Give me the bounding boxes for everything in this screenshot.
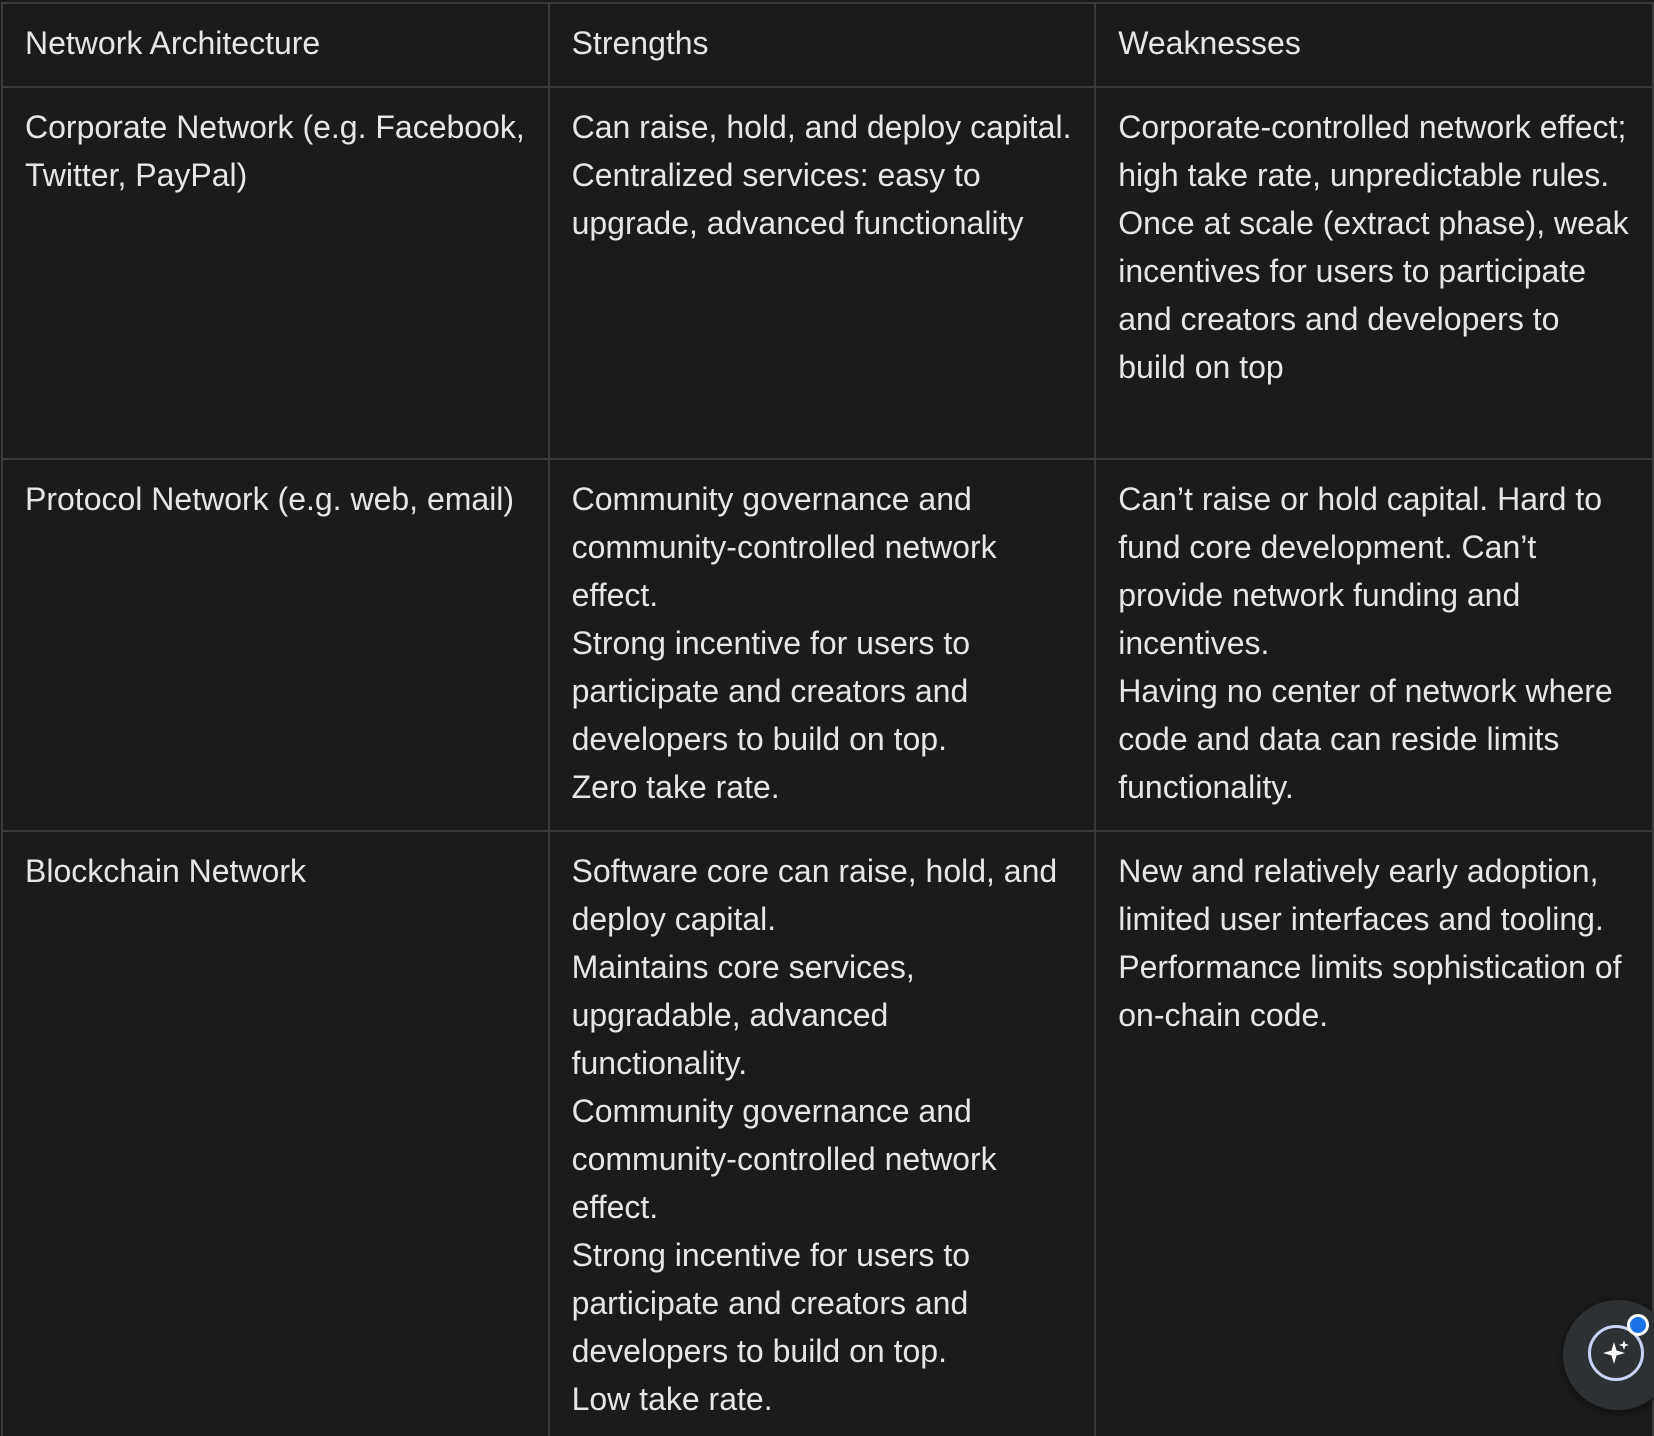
cell-strengths xyxy=(549,87,1096,459)
cell-text: Corporate Network (e.g. Facebook, Twitter, PayPal) xyxy=(25,109,525,193)
cell-text: Zero take rate. xyxy=(571,769,780,805)
cell-architecture xyxy=(2,831,549,1436)
table-row xyxy=(2,831,1653,1436)
cell-text: Software core can raise, hold, and deploy capital. xyxy=(571,853,1058,937)
cell-text: Centralized services: easy to upgrade, advanced functionality xyxy=(571,157,1024,241)
cell-text: Can’t raise or hold capital. Hard to fund core development. Can’t provide network funding and incentives. xyxy=(1118,481,1603,661)
header-strengths: Strengths xyxy=(549,3,1096,87)
cell-weaknesses xyxy=(1095,87,1653,459)
cell-text: Blockchain Network xyxy=(25,853,306,889)
table-row xyxy=(2,87,1653,459)
cell-text: Community governance and community-controlled network effect. xyxy=(571,481,997,613)
cell-strengths xyxy=(549,459,1096,831)
notification-badge xyxy=(1627,1314,1649,1336)
cell-text: Low take rate. xyxy=(571,1381,773,1417)
cell-text: Having no center of network where code and data can reside limits functionality. xyxy=(1118,673,1613,805)
cell-architecture xyxy=(2,87,549,459)
cell-weaknesses xyxy=(1095,459,1653,831)
cell-architecture xyxy=(2,459,549,831)
cell-text: Maintains core services, upgradable, advanced functionality. xyxy=(571,949,915,1081)
header-weaknesses: Weaknesses xyxy=(1095,3,1653,87)
cell-text: Strong incentive for users to participate and creators and developers to build on top. xyxy=(571,625,970,757)
cell-text: Community governance and community-controlled network effect. xyxy=(571,1093,997,1225)
cell-text: Protocol Network (e.g. web, email) xyxy=(25,481,515,517)
table-header-row xyxy=(2,3,1653,87)
cell-strengths xyxy=(549,831,1096,1436)
comparison-table xyxy=(1,2,1654,1436)
cell-text: New and relatively early adoption, limited user interfaces and tooling. xyxy=(1118,853,1604,937)
header-network-architecture: Network Architecture xyxy=(2,3,549,87)
sparkle-glyph xyxy=(1601,1338,1631,1368)
table-row xyxy=(2,459,1653,831)
cell-text: Performance limits sophistication of on-chain code. xyxy=(1118,949,1622,1033)
cell-text: Corporate-controlled network effect; high take rate, unpredictable rules. xyxy=(1118,109,1627,193)
cell-text: Once at scale (extract phase), weak incentives for users to participate and creators and developers to build on top xyxy=(1118,205,1629,385)
cell-text: Strong incentive for users to participate and creators and developers to build on top. xyxy=(571,1237,970,1369)
cell-text: Can raise, hold, and deploy capital. xyxy=(571,109,1072,145)
